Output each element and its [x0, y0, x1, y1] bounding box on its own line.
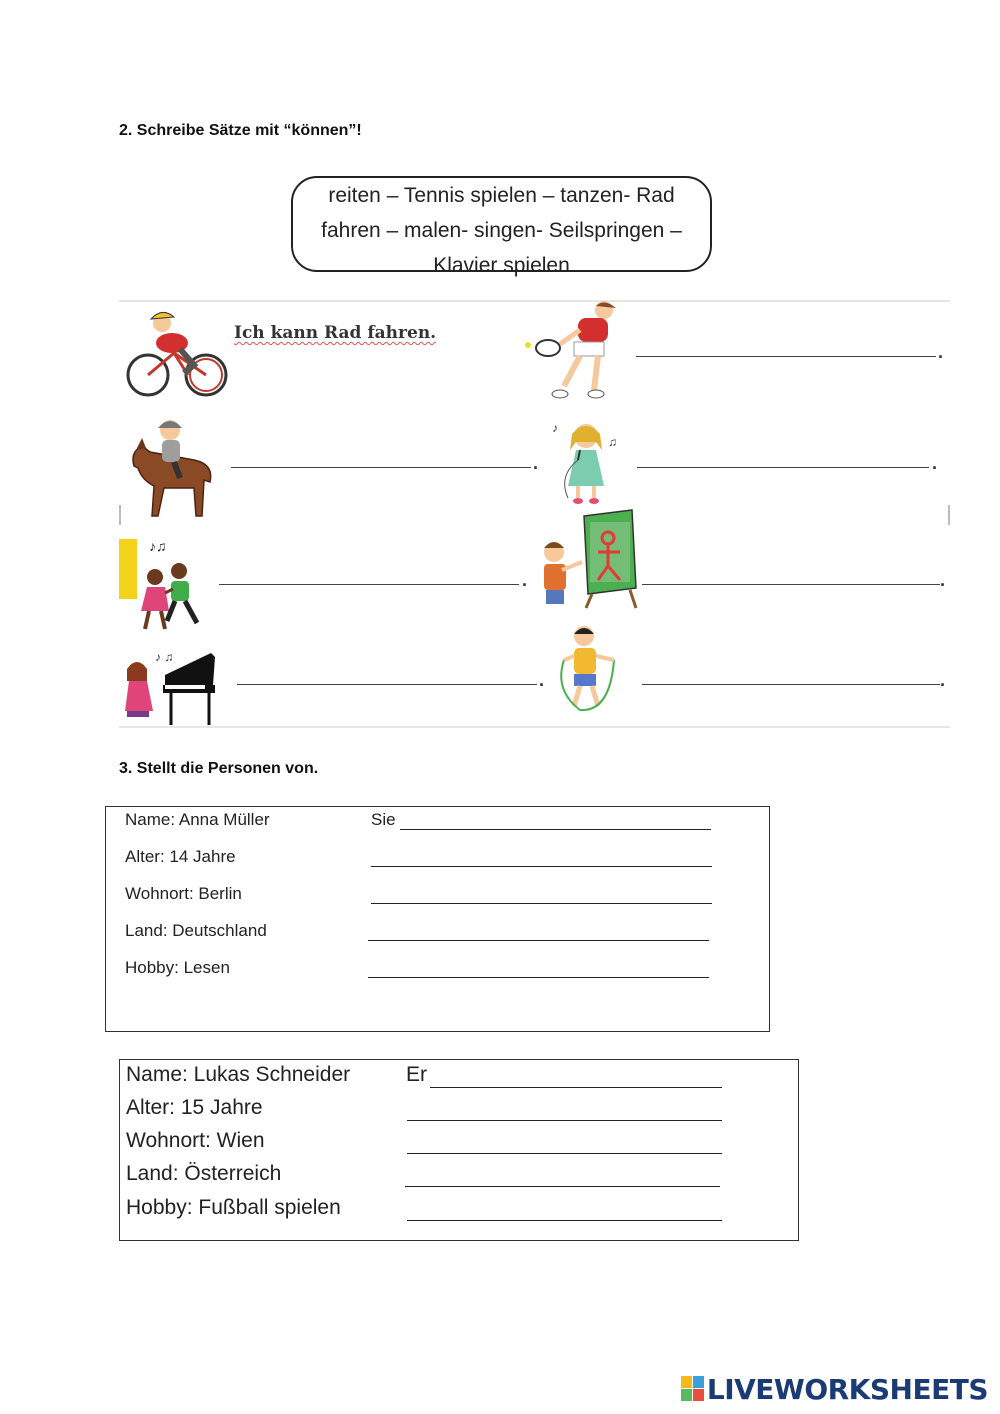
line-end-dot: . — [522, 570, 528, 590]
horse-rider-picture — [124, 416, 219, 521]
svg-text:♪: ♪ — [552, 421, 558, 435]
profile2-answer-line-2[interactable] — [407, 1120, 722, 1121]
task2-number: 2 — [119, 122, 128, 139]
line-end-dot: . — [539, 670, 545, 690]
profile2-name: Name: Lukas Schneider — [126, 1063, 351, 1086]
profile1-country: Land: Deutschland — [125, 921, 267, 940]
rope-skipper-picture — [550, 620, 625, 715]
profile-box-anna — [105, 806, 770, 1032]
answer-line-singing[interactable] — [637, 467, 929, 468]
profile2-age: Alter: 15 Jahre — [126, 1096, 263, 1119]
profile2-hobby: Hobby: Fußball spielen — [126, 1196, 341, 1219]
task3-heading: 3. Stellt die Personen von. — [119, 760, 319, 777]
svg-text:♪♫: ♪♫ — [149, 538, 167, 554]
word-box-line-1: reiten – Tennis spielen – tanzen- Rad — [328, 184, 675, 207]
logo-text: LIVEWORKSHEETS — [706, 1372, 988, 1406]
answer-line-dancing[interactable] — [219, 584, 519, 585]
word-box-line-2: fahren – malen- singen- Seilspringen – — [321, 219, 682, 242]
line-end-dot: . — [940, 570, 946, 590]
dancers-picture — [119, 535, 214, 635]
line-end-dot: . — [938, 342, 944, 362]
profile1-answer-line-4[interactable] — [368, 940, 709, 941]
profile2-answer-line-3[interactable] — [407, 1153, 722, 1154]
profile1-hobby: Hobby: Lesen — [125, 958, 230, 977]
line-end-dot: . — [932, 453, 938, 473]
profile2-city: Wohnort: Wien — [126, 1129, 265, 1152]
answer-line-piano[interactable] — [237, 684, 537, 685]
cyclist-picture — [122, 305, 232, 400]
profile1-answer-line-5[interactable] — [368, 977, 709, 978]
answer-line-tennis[interactable] — [636, 356, 936, 357]
liveworksheets-logo — [681, 1372, 988, 1406]
profile2-country: Land: Österreich — [126, 1162, 282, 1185]
answer-line-rope[interactable] — [642, 684, 940, 685]
profile1-answer-line-1[interactable] — [400, 829, 711, 830]
word-box — [291, 176, 712, 277]
word-box-line-3: Klavier spielen — [433, 254, 570, 277]
profile1-answer-line-3[interactable] — [371, 903, 712, 904]
answer-line-riding[interactable] — [231, 467, 531, 468]
svg-text:♪ ♫: ♪ ♫ — [155, 650, 174, 664]
line-end-dot: . — [533, 453, 539, 473]
profile1-name: Name: Anna Müller — [125, 810, 270, 829]
task2-title: . Schreibe Sätze mit “können”! — [127, 122, 362, 139]
line-end-dot: . — [940, 670, 946, 690]
painter-picture — [532, 508, 642, 610]
profile2-answer-line-5[interactable] — [407, 1220, 722, 1221]
profile2-answer-line-1[interactable] — [430, 1087, 722, 1088]
profile1-city: Wohnort: Berlin — [125, 884, 242, 903]
profile1-pronoun: Sie — [371, 810, 396, 829]
profile1-answer-line-2[interactable] — [371, 866, 712, 867]
pianist-picture — [119, 645, 219, 730]
svg-text:♫: ♫ — [608, 435, 617, 449]
answer-line-painting[interactable] — [642, 584, 940, 585]
singer-picture — [548, 416, 623, 506]
example-sentence: Ich kann Rad fahren. — [234, 323, 437, 343]
profile1-age: Alter: 14 Jahre — [125, 847, 236, 866]
tennis-player-picture — [524, 300, 624, 400]
profile2-pronoun: Er — [406, 1063, 427, 1086]
task2-heading — [119, 122, 362, 140]
logo-blocks-icon — [681, 1376, 705, 1402]
profile2-answer-line-4[interactable] — [405, 1186, 720, 1187]
